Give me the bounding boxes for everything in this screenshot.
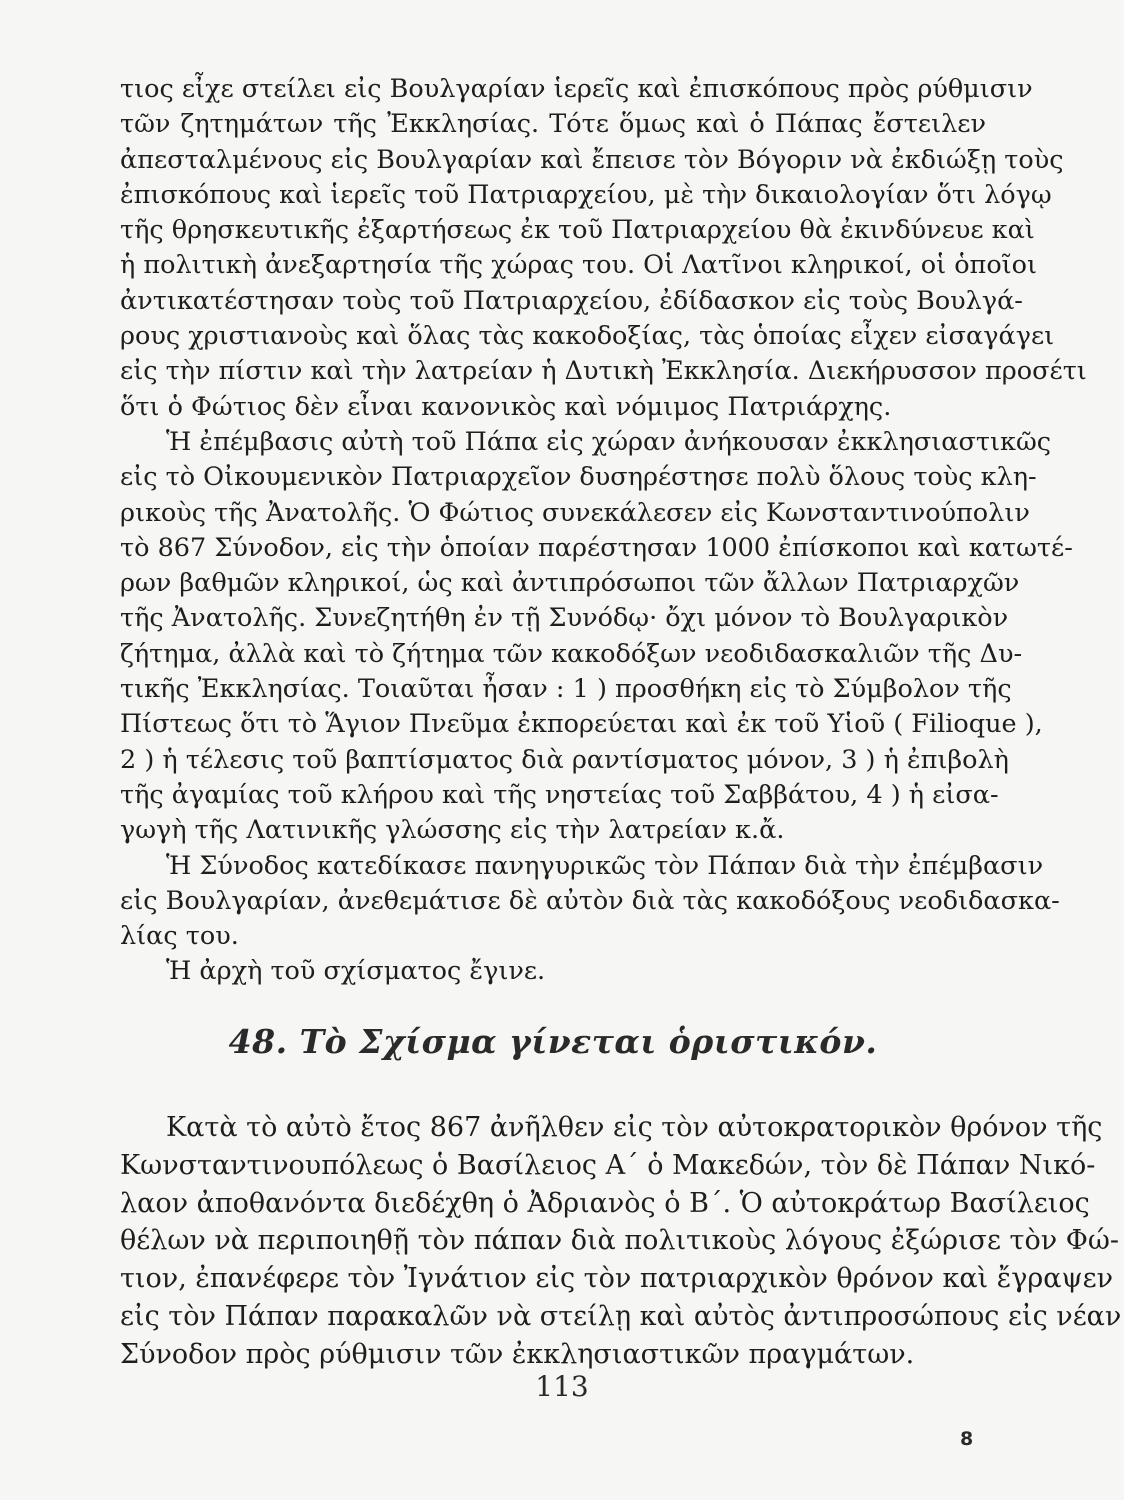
text-line: εἰς τὸν Πάπαν παρακαλῶν νὰ στείλῃ καὶ αὐτὸς ἀντιπροσώπους εἰς νέαν (120, 1300, 1122, 1332)
paragraph-start-line: Κατὰ τὸ αὐτὸ ἔτος 867 ἀνῆλθεν εἰς τὸν αὐτοκρατορικὸν θρόνον τῆς (166, 1112, 1103, 1143)
text-line: ἐπισκόπους καὶ ἱερεῖς τοῦ Πατριαρχείου, μὲ τὴν δικαιολογίαν ὅτι λόγῳ (120, 179, 1052, 210)
text-line: ὅτι ὁ Φώτιος δὲν εἶναι κανονικὸς καὶ νόμιμος Πατριάρχης. (120, 391, 892, 422)
text-line: γωγὴ τῆς Λατινικῆς γλώσσης εἰς τὴν λατρείαν κ.ἄ. (120, 815, 785, 846)
text-line: Κωνσταντινουπόλεως ὁ Βασίλειος Α΄ ὁ Μακεδών, τὸν δὲ Πάπαν Νικό- (120, 1149, 1096, 1181)
text-line: Σύνοδον πρὸς ρύθμισιν τῶν ἐκκλησιαστικῶν πραγμάτων. (120, 1338, 915, 1370)
text-line: εἰς τὸ Οἰκουμενικὸν Πατριαρχεῖον δυσηρέστησε πολὺ ὅλους τοὺς κλη- (120, 462, 1037, 493)
text-line: λίας του. (120, 921, 239, 952)
page-number: 113 (535, 1370, 589, 1403)
section-text (120, 1109, 1122, 1374)
text-line: ρων βαθμῶν κληρικοί, ὡς καὶ ἀντιπρόσωποι τῶν ἄλλων Πατριαρχῶν (120, 568, 1020, 599)
text-line: ἀπεσταλμένους εἰς Βουλγαρίαν καὶ ἔπεισε τὸν Βόγοριν νὰ ἐκδιώξῃ τοὺς (120, 144, 1064, 175)
text-line: ρικοὺς τῆς Ἀνατολῆς. Ὁ Φώτιος συνεκάλεσεν εἰς Κωνσταντινούπολιν (120, 497, 1030, 528)
text-line: ἡ πολιτικὴ ἀνεξαρτησία τῆς χώρας του. Οἱ Λατῖνοι κληρικοί, οἱ ὁποῖοι (120, 250, 1038, 281)
text-line: τὸ 867 Σύνοδον, εἰς τὴν ὁποίαν παρέστησαν 1000 ἐπίσκοποι καὶ κατωτέ- (120, 532, 1073, 563)
text-line: Πίστεως ὅτι τὸ Ἅγιον Πνεῦμα ἐκπορεύεται καὶ ἐκ τοῦ Υἱοῦ ( Filioque ), (120, 709, 1043, 740)
text-line: τῶν ζητημάτων τῆς Ἐκκλησίας. Τότε ὅμως καὶ ὁ Πάπας ἔστειλεν (120, 109, 986, 140)
paragraph-start-line: Ἡ ἀρχὴ τοῦ σχίσματος ἔγινε. (166, 956, 546, 987)
text-line: 2 ) ἡ τέλεσις τοῦ βαπτίσματος διὰ ραντίσματος μόνον, 3 ) ἡ ἐπιβολὴ (120, 744, 1009, 775)
body-text (120, 72, 1087, 990)
text-line: λαον ἀποθανόντα διεδέχθη ὁ Ἀδριανὸς ὁ Β΄. Ὁ αὐτοκράτωρ Βασίλειος (120, 1187, 1090, 1219)
paragraph-start-line: Ἡ ἐπέμβασις αὐτὴ τοῦ Πάπα εἰς χώραν ἀνήκουσαν ἐκκλησιαστικῶς (166, 426, 1052, 457)
paragraph-start-line: Ἡ Σύνοδος κατεδίκασε πανηγυρικῶς τὸν Πάπαν διὰ τὴν ἐπέμβασιν (166, 850, 1044, 881)
text-line: τῆς ἀγαμίας τοῦ κλήρου καὶ τῆς νηστείας τοῦ Σαββάτου, 4 ) ἡ εἰσα- (120, 779, 999, 810)
text-line: θέλων νὰ περιποιηθῇ τὸν πάπαν διὰ πολιτικοὺς λόγους ἐξώρισε τὸν Φώ- (120, 1225, 1120, 1257)
text-line: τιον, ἐπανέφερε τὸν Ἰγνάτιον εἰς τὸν πατριαρχικὸν θρόνον καὶ ἔγραψεν (120, 1263, 1114, 1295)
text-line: ζήτημα, ἀλλὰ καὶ τὸ ζήτημα τῶν κακοδόξων νεοδιδασκαλιῶν τῆς Δυ- (120, 638, 1023, 669)
text-line: εἰς Βουλγαρίαν, ἀνεθεμάτισε δὲ αὐτὸν διὰ τὰς κακοδόξους νεοδιδασκα- (120, 885, 1060, 916)
text-line: τικῆς Ἐκκλησίας. Τοιαῦται ἦσαν : 1 ) προσθήκη εἰς τὸ Σύμβολον τῆς (120, 674, 1012, 705)
text-line: τῆς θρησκευτικῆς ἐξαρτήσεως ἐκ τοῦ Πατριαρχείου θὰ ἐκινδύνευε καὶ (120, 215, 1035, 246)
text-line: τιος εἶχε στείλει εἰς Βουλγαρίαν ἱερεῖς καὶ ἐπισκόπους πρὸς ρύθμισιν (120, 74, 1033, 104)
text-line: τῆς Ἀνατολῆς. Συνεζητήθη ἐν τῇ Συνόδῳ· ὄχι μόνον τὸ Βουλγαρικὸν (120, 603, 1009, 634)
signature-mark: 8 (960, 1428, 974, 1450)
text-line: ρους χριστιανοὺς καὶ ὅλας τὰς κακοδοξίας, τὰς ὁποίας εἶχεν εἰσαγάγει (120, 321, 1055, 352)
section-heading: 48. Τὸ Σχίσμα γίνεται ὁριστικόν. (228, 1022, 878, 1061)
text-line: ἀντικατέστησαν τοὺς τοῦ Πατριαρχείου, ἐδίδασκον εἰς τοὺς Βουλγά- (120, 285, 1023, 316)
text-line: εἰς τὴν πίστιν καὶ τὴν λατρείαν ἡ Δυτικὴ Ἐκκλησία. Διεκήρυσσον προσέτι (120, 356, 1087, 387)
